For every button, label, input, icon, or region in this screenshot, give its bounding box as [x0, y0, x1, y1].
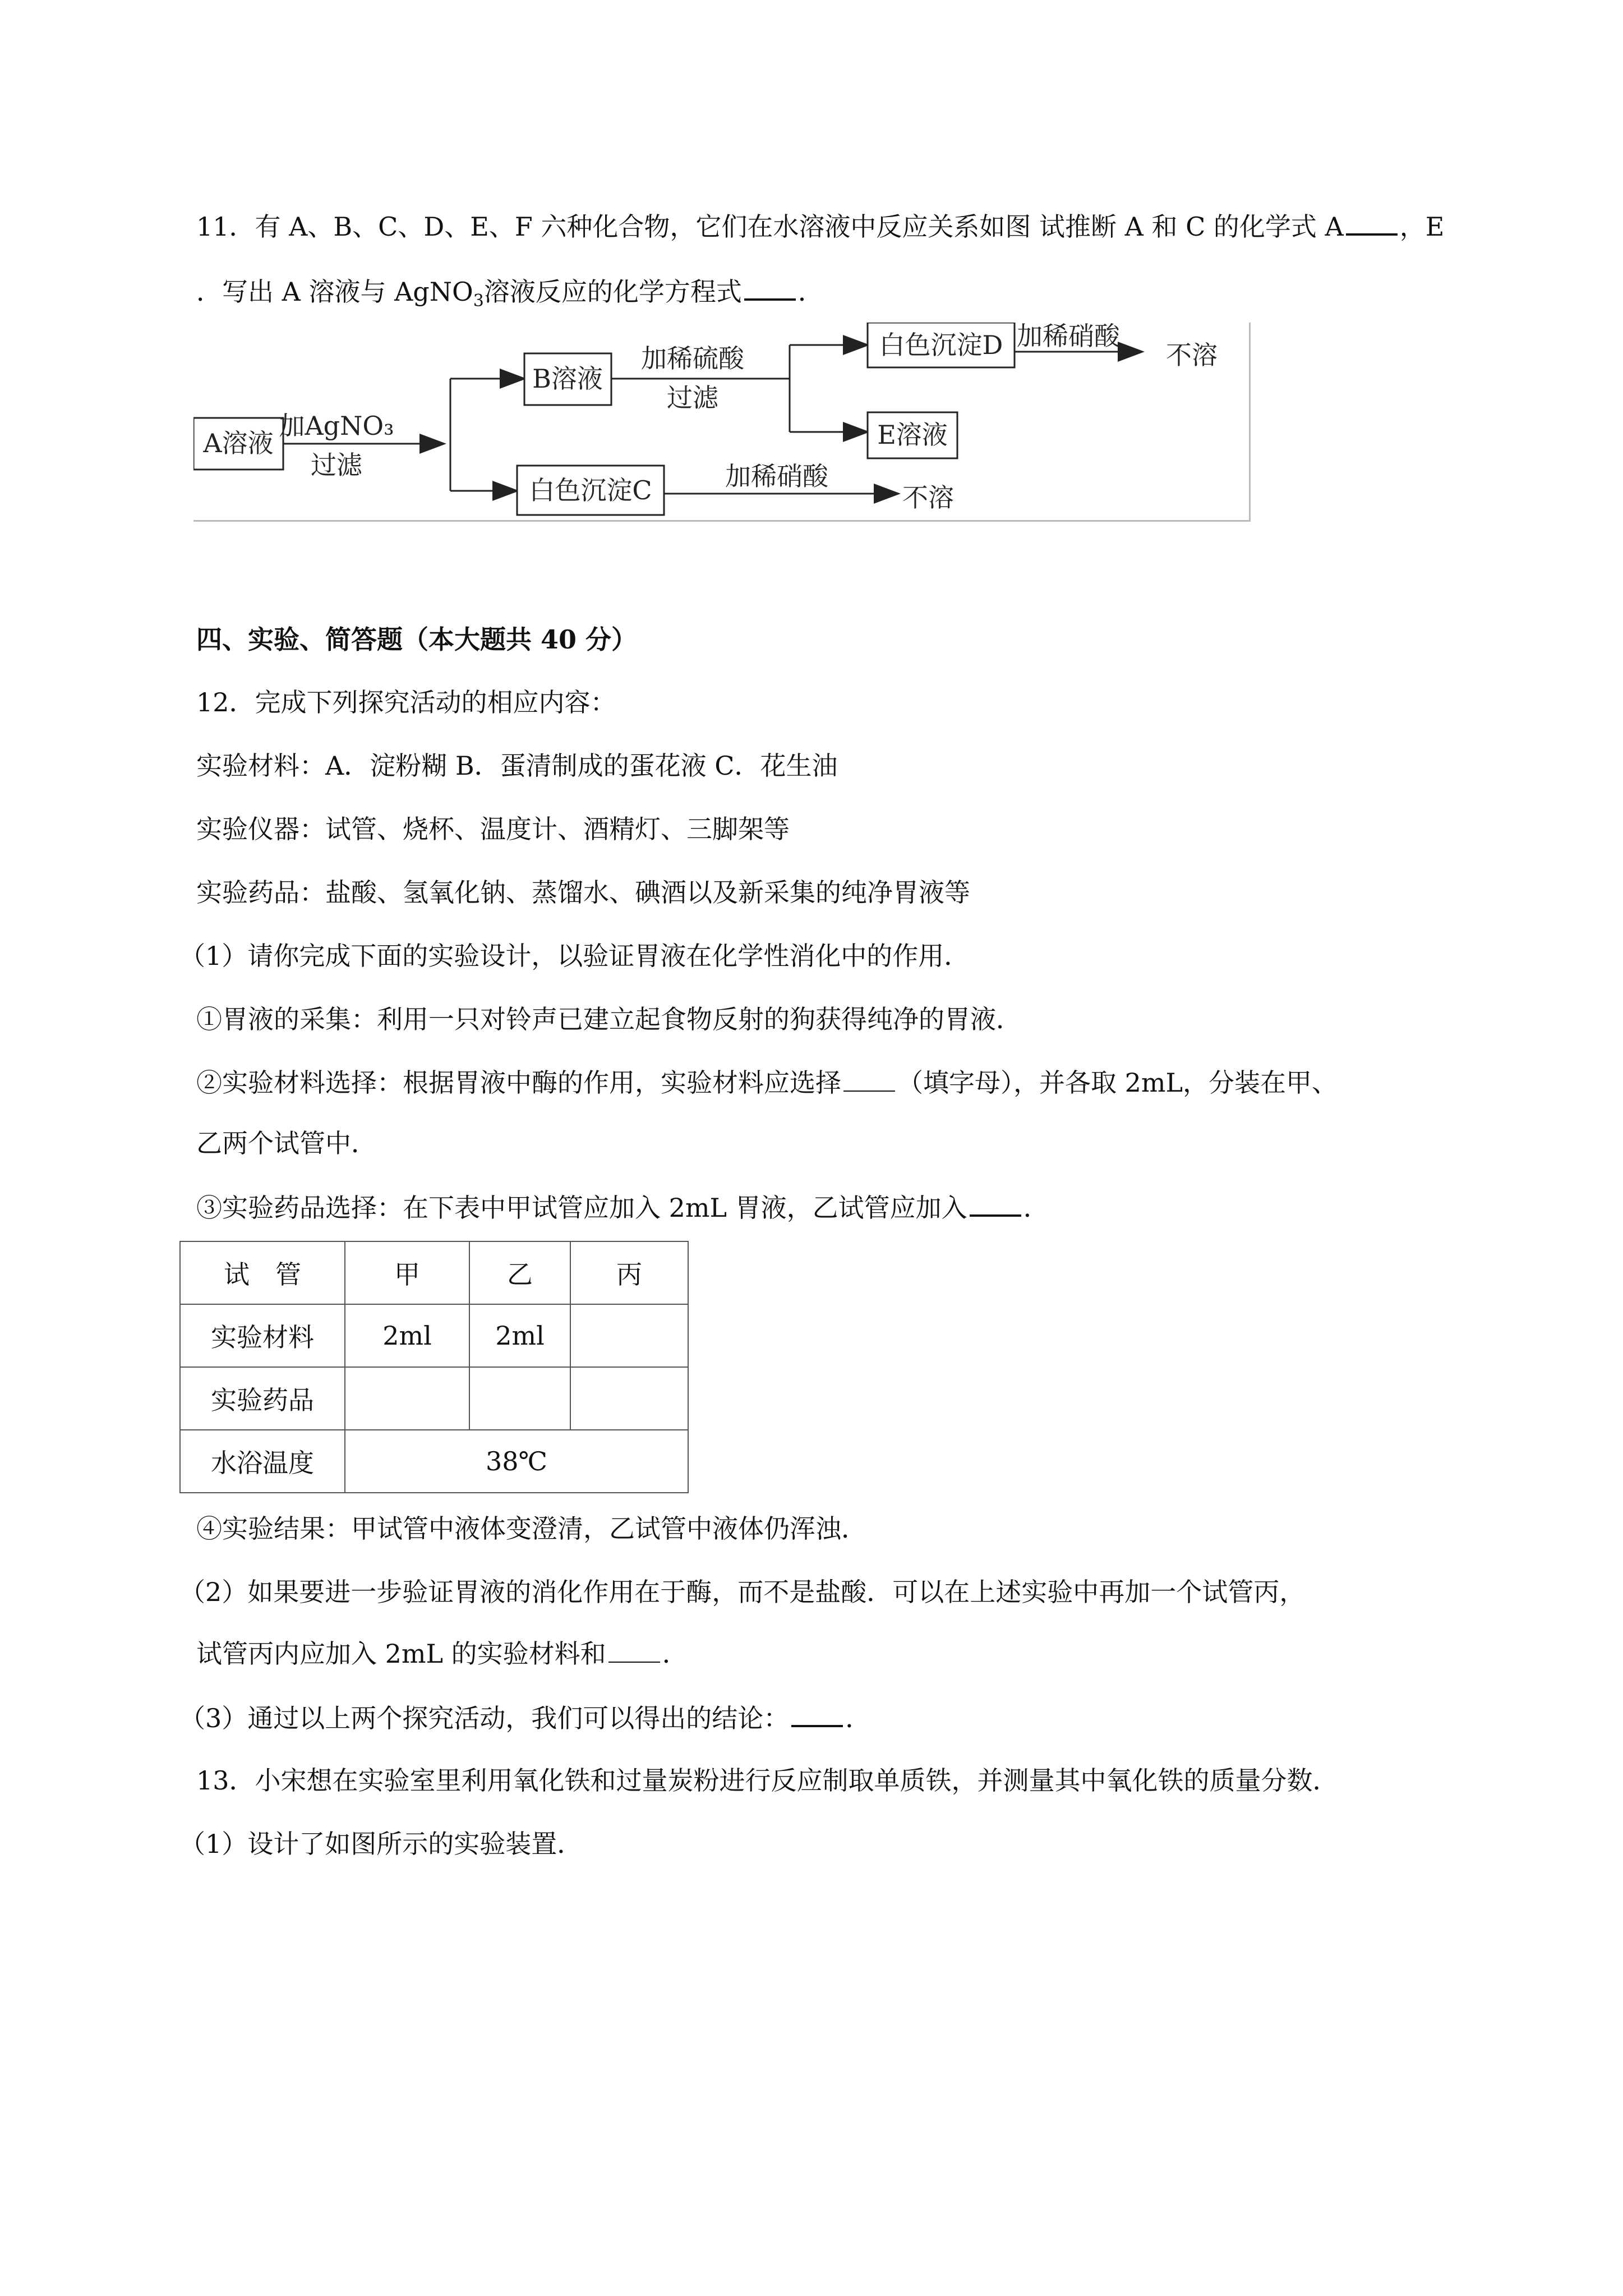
q12-intro: 12．完成下列探究活动的相应内容： — [196, 687, 616, 717]
q11-blank-a — [1346, 209, 1398, 236]
q12-step2-line1 — [196, 1066, 1338, 1099]
table-cell: 38℃ — [345, 1430, 688, 1493]
q12-step1: ①胃液的采集：利用一只对铃声已建立起食物反射的狗获得纯净的胃液． — [196, 1004, 1022, 1034]
result-c: 不溶 — [902, 482, 954, 513]
q12-part3 — [179, 1700, 871, 1735]
q12-step3 — [196, 1190, 1049, 1225]
table-cell: 实验药品 — [180, 1367, 345, 1430]
table-row — [180, 1241, 688, 1304]
q12-step3-a: ③实验药品选择：在下表中甲试管应加入 2mL 胃液，乙试管应加入 — [196, 1193, 967, 1223]
table-cell — [469, 1367, 570, 1430]
q12-step2-b: （填字母），并各取 2mL，分装在甲、 — [897, 1068, 1338, 1098]
arrow-1-top: 加AgNO₃ — [279, 411, 394, 441]
q12-step2-a: ②实验材料选择：根据胃液中酶的作用，实验材料应选择 — [196, 1068, 841, 1098]
q12-reagents: 实验药品：盐酸、氢氧化钠、蒸馏水、碘酒以及新采集的纯净胃液等 — [196, 877, 970, 908]
q12-part1: （1）请你完成下面的实验设计，以验证胃液在化学性消化中的作用． — [179, 941, 970, 971]
box-c-label: 白色沉淀C — [529, 475, 652, 505]
q12-step3-b: ． — [1023, 1193, 1049, 1223]
reaction-diagram-svg — [193, 323, 1249, 520]
q11-text-b: ，E — [1399, 211, 1445, 242]
arrow-2-bottom: 过滤 — [667, 383, 718, 413]
table-row — [180, 1430, 688, 1493]
table-row — [180, 1304, 688, 1367]
box-e-label: E溶液 — [877, 420, 948, 450]
q11-line1 — [196, 209, 1444, 243]
q12-part2-c: ． — [662, 1639, 688, 1669]
q12-part2-line1: （2）如果要进一步验证胃液的消化作用在于酶，而不是盐酸．可以在上述实验中再加一个试管丙， — [179, 1577, 1306, 1607]
table-row — [180, 1367, 688, 1430]
q12-step4: ④实验结果：甲试管中液体变澄清，乙试管中液体仍浑浊． — [196, 1513, 867, 1544]
q12-part3-b: ． — [845, 1703, 872, 1733]
q12-part3-blank — [791, 1700, 843, 1727]
q12-part2-line2 — [196, 1637, 688, 1671]
reaction-diagram — [193, 323, 1251, 522]
box-b-label: B溶液 — [532, 364, 603, 394]
box-a-label: A溶液 — [203, 428, 274, 458]
arrow-4-top: 加稀硝酸 — [725, 461, 828, 491]
arrow-3-top: 加稀硝酸 — [1017, 323, 1120, 351]
arrow-1-bottom: 过滤 — [311, 450, 362, 480]
table-cell: 乙 — [469, 1241, 570, 1304]
q12-materials: 实验材料：A．淀粉糊 B．蛋清制成的蛋花液 C．花生油 — [196, 751, 838, 781]
q12-instruments: 实验仪器：试管、烧杯、温度计、酒精灯、三脚架等 — [196, 814, 790, 844]
q13-intro: 13．小宋想在实验室里利用氧化铁和过量炭粉进行反应制取单质铁，并测量其中氧化铁的质量分数． — [196, 1765, 1339, 1796]
box-d-label: 白色沉淀D — [879, 330, 1003, 360]
table-cell: 丙 — [570, 1241, 688, 1304]
table-cell: 2ml — [469, 1304, 570, 1367]
q13-part1: （1）设计了如图所示的实验装置． — [179, 1829, 583, 1859]
section-heading: 四、实验、简答题（本大题共 40 分） — [196, 624, 638, 655]
q12-step2-blank — [843, 1066, 895, 1092]
q12-step2-line2: 乙两个试管中． — [196, 1128, 377, 1158]
table-cell: 实验材料 — [180, 1304, 345, 1367]
experiment-table — [179, 1241, 689, 1493]
q11-sub: 3 — [473, 291, 484, 311]
table-cell — [570, 1304, 688, 1367]
arrow-2-top: 加稀硫酸 — [641, 343, 744, 374]
q11-blank-eq — [744, 274, 796, 301]
table-cell — [570, 1367, 688, 1430]
result-d: 不溶 — [1166, 340, 1218, 370]
q11-text-d: 溶液反应的化学方程式 — [483, 277, 742, 307]
q11-text-c: ．写出 A 溶液与 AgNO — [196, 277, 473, 307]
q12-part3-a: （3）通过以上两个探究活动，我们可以得出的结论： — [179, 1703, 790, 1733]
q12-step3-blank — [970, 1190, 1021, 1217]
q12-part2-b: 试管丙内应加入 2mL 的实验材料和 — [196, 1639, 606, 1669]
table-cell: 2ml — [345, 1304, 469, 1367]
table-cell — [345, 1367, 469, 1430]
q11-text-e: ． — [797, 277, 824, 307]
q11-line2 — [196, 274, 824, 318]
table-cell: 试 管 — [180, 1241, 345, 1304]
q11-text-a: 11．有 A、B、C、D、E、F 六种化合物，它们在水溶液中反应关系如图 试推断 A 和 C 的化学式 A — [196, 211, 1344, 242]
table-cell: 水浴温度 — [180, 1430, 345, 1493]
q12-part2-blank — [608, 1637, 660, 1663]
table-cell: 甲 — [345, 1241, 469, 1304]
